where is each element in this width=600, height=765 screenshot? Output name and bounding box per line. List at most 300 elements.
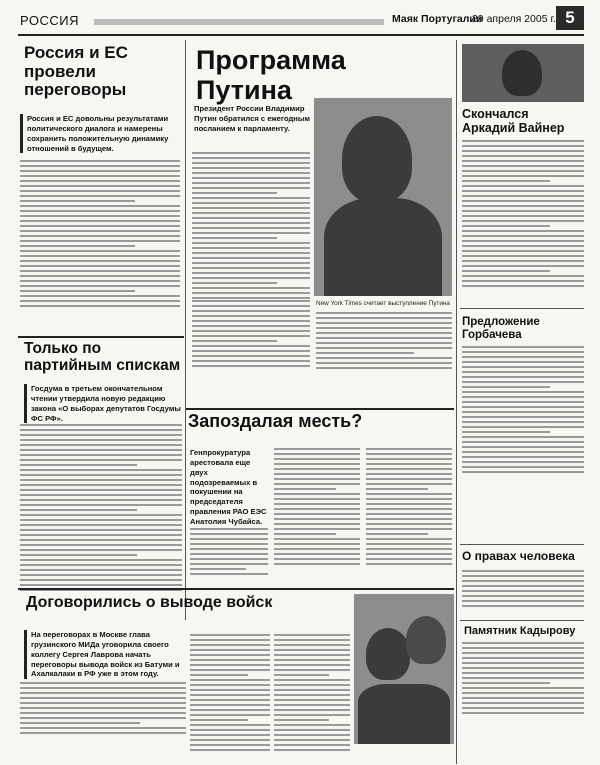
body-text-line — [462, 677, 584, 679]
body-text-line — [462, 215, 584, 217]
body-text-line — [20, 270, 180, 272]
stale-headline: Запоздалая месть? — [188, 411, 363, 431]
body-text-line — [190, 558, 268, 560]
body-text-line — [462, 697, 584, 699]
body-text-line — [190, 664, 270, 666]
body-text-line — [274, 744, 350, 746]
body-text-line — [366, 538, 452, 540]
body-text-line — [462, 250, 584, 252]
body-text-line — [20, 469, 182, 471]
body-text-line — [20, 165, 180, 167]
body-text-line — [192, 157, 310, 159]
body-text-line — [20, 424, 182, 426]
body-text-line — [274, 503, 360, 505]
body-text-line — [274, 498, 360, 500]
body-text-line — [316, 352, 414, 354]
body-text-line — [462, 406, 584, 408]
body-text-line — [192, 320, 310, 322]
body-text-line — [192, 335, 310, 337]
body-text-line — [192, 297, 310, 299]
body-text-line — [20, 275, 180, 277]
body-text-line — [274, 704, 350, 706]
body-text-line — [20, 464, 137, 466]
body-text-line — [274, 478, 360, 480]
masthead-rule — [18, 34, 584, 36]
body-text-line — [462, 160, 584, 162]
body-text-line — [366, 558, 452, 560]
body-text-line — [462, 570, 584, 572]
body-text-line — [20, 295, 180, 297]
body-text-line — [316, 332, 452, 334]
body-text-line — [274, 488, 336, 490]
body-text-line — [192, 237, 277, 239]
body-text-line — [190, 689, 270, 691]
body-text-line — [192, 242, 310, 244]
issue-date: 29 апреля 2005 г. — [472, 13, 556, 25]
stale-lede: Генпрокуратура арестовала еще двух подозреваемых в покушении на председателя правления РАО ЕЭС Анатолия Чубайса. — [190, 448, 267, 527]
body-text-line — [190, 699, 270, 701]
body-text-line — [20, 190, 180, 192]
body-text-line — [462, 456, 584, 458]
body-text-line — [192, 247, 310, 249]
body-text-line — [190, 644, 270, 646]
section-rule — [186, 408, 454, 410]
body-text-line — [20, 205, 180, 207]
body-text-line — [274, 468, 360, 470]
body-text-line — [20, 454, 182, 456]
body-text-line — [462, 150, 584, 152]
body-text-line — [316, 357, 452, 359]
body-text-line — [192, 217, 310, 219]
body-text-line — [190, 749, 270, 751]
body-text-line — [462, 401, 584, 403]
section-rule — [460, 620, 584, 621]
body-text-line — [20, 240, 180, 242]
body-text-line — [366, 473, 452, 475]
body-text-line — [366, 448, 452, 450]
party-lists-headline: Только по партийным спискам — [24, 340, 181, 375]
body-text-line — [20, 260, 180, 262]
body-text-line — [274, 664, 350, 666]
party-lists-body — [20, 424, 182, 591]
section-rule — [18, 336, 184, 338]
body-text-line — [20, 509, 137, 511]
body-text-line — [274, 528, 360, 530]
body-text-line — [462, 657, 584, 659]
body-text-line — [190, 739, 270, 741]
body-text-line — [462, 225, 550, 227]
body-text-line — [20, 687, 186, 689]
body-text-line — [20, 504, 182, 506]
body-text-line — [366, 483, 452, 485]
body-text-line — [274, 533, 336, 535]
body-text-line — [190, 694, 270, 696]
body-text-line — [316, 317, 452, 319]
body-text-line — [20, 514, 182, 516]
body-text-line — [462, 205, 584, 207]
body-text-line — [20, 439, 182, 441]
body-text-line — [462, 195, 584, 197]
body-text-line — [190, 553, 268, 555]
body-text-line — [462, 421, 584, 423]
body-text-line — [192, 267, 310, 269]
body-text-line — [190, 568, 246, 570]
body-text-line — [462, 190, 584, 192]
body-text-line — [192, 182, 310, 184]
body-text-line — [190, 724, 270, 726]
vayner-photo — [462, 44, 584, 102]
section-label: РОССИЯ — [20, 13, 80, 28]
kadyrov-headline: Памятник Кадырову — [464, 625, 576, 637]
body-text-line — [316, 327, 452, 329]
body-text-line — [192, 187, 310, 189]
body-text-line — [462, 391, 584, 393]
body-text-line — [192, 172, 310, 174]
body-text-line — [274, 553, 360, 555]
body-text-line — [20, 564, 182, 566]
rights-body — [462, 570, 584, 607]
body-text-line — [190, 533, 268, 535]
body-text-line — [274, 458, 360, 460]
body-text-line — [192, 292, 310, 294]
body-text-line — [20, 697, 186, 699]
body-text-line — [274, 689, 350, 691]
body-text-line — [274, 709, 350, 711]
body-text-line — [462, 461, 584, 463]
body-text-line — [462, 356, 584, 358]
body-text-line — [462, 265, 584, 267]
body-text-line — [20, 300, 180, 302]
body-text-line — [274, 634, 350, 636]
vayner-body — [462, 140, 584, 287]
body-text-line — [462, 580, 584, 582]
body-text-line — [20, 559, 182, 561]
body-text-line — [192, 355, 310, 357]
body-text-line — [20, 569, 182, 571]
body-text-line — [190, 573, 268, 575]
body-text-line — [20, 479, 182, 481]
body-text-line — [366, 453, 452, 455]
body-text-line — [462, 155, 584, 157]
body-text-line — [190, 729, 270, 731]
body-text-line — [192, 350, 310, 352]
body-text-line — [316, 342, 452, 344]
body-text-line — [366, 468, 452, 470]
body-text-line — [274, 548, 360, 550]
body-text-line — [192, 310, 310, 312]
body-text-line — [20, 265, 180, 267]
body-text-line — [462, 376, 584, 378]
body-text-line — [462, 275, 584, 277]
body-text-line — [274, 493, 360, 495]
body-text-line — [192, 207, 310, 209]
newspaper-name: Маяк Португалии — [392, 13, 483, 25]
body-text-line — [462, 285, 584, 287]
body-text-line — [190, 674, 248, 676]
body-text-line — [20, 584, 182, 586]
body-text-line — [462, 381, 584, 383]
body-text-line — [274, 543, 360, 545]
body-text-line — [462, 707, 584, 709]
body-text-line — [274, 508, 360, 510]
masthead-bar — [94, 19, 384, 25]
body-text-line — [462, 230, 584, 232]
body-text-line — [462, 361, 584, 363]
body-text-line — [192, 227, 310, 229]
body-text-line — [20, 549, 182, 551]
body-text-line — [20, 185, 180, 187]
body-text-line — [366, 548, 452, 550]
body-text-line — [274, 729, 350, 731]
body-text-line — [462, 170, 584, 172]
body-text-line — [20, 484, 182, 486]
body-text-line — [190, 543, 268, 545]
body-text-line — [274, 523, 360, 525]
body-text-line — [20, 160, 180, 162]
body-text-line — [190, 684, 270, 686]
body-text-line — [366, 533, 428, 535]
body-text-line — [20, 727, 186, 729]
body-text-line — [462, 595, 584, 597]
body-text-line — [20, 692, 186, 694]
body-text-line — [366, 478, 452, 480]
body-text-line — [462, 260, 584, 262]
body-text-line — [192, 277, 310, 279]
body-text-line — [20, 489, 182, 491]
body-text-line — [274, 724, 350, 726]
body-text-line — [20, 459, 182, 461]
body-text-line — [192, 162, 310, 164]
body-text-line — [274, 684, 350, 686]
body-text-line — [462, 441, 584, 443]
party-lists-lede: Госдума в третьем окончательном чтении утвердила новую редакцию закона «О выборах депутатов Госдумы ФС РФ». — [24, 384, 184, 423]
putin-photo-caption: New York Times считает выступление Путина — [316, 300, 450, 307]
body-text-line — [20, 707, 186, 709]
section-rule — [460, 308, 584, 309]
body-text-line — [366, 463, 452, 465]
body-text-line — [462, 235, 584, 237]
body-text-line — [462, 682, 550, 684]
body-text-line — [366, 458, 452, 460]
body-text-line — [20, 210, 180, 212]
program-body-col1 — [192, 152, 310, 299]
body-text-line — [462, 605, 584, 607]
russia-eu-body — [20, 160, 180, 307]
body-text-line — [274, 669, 350, 671]
troops-body-col3 — [274, 634, 350, 751]
russia-eu-headline: Россия и ЕС провели переговоры — [24, 43, 128, 100]
body-text-line — [462, 451, 584, 453]
rights-headline: О правах человека — [462, 549, 575, 563]
stale-body-col1 — [190, 528, 268, 575]
body-text-line — [274, 453, 360, 455]
body-text-line — [462, 185, 584, 187]
body-text-line — [462, 672, 584, 674]
body-text-line — [274, 518, 360, 520]
gorbachev-body — [462, 346, 584, 473]
body-text-line — [20, 429, 182, 431]
body-text-line — [366, 553, 452, 555]
page-number: 5 — [556, 6, 584, 30]
body-text-line — [462, 585, 584, 587]
body-text-line — [192, 365, 310, 367]
body-text-line — [462, 145, 584, 147]
body-text-line — [366, 518, 452, 520]
body-text-line — [462, 426, 584, 428]
body-text-line — [20, 444, 182, 446]
body-text-line — [192, 192, 277, 194]
program-body-col3 — [316, 312, 452, 369]
body-text-line — [366, 528, 452, 530]
body-text-line — [20, 529, 182, 531]
body-text-line — [462, 642, 584, 644]
body-text-line — [20, 474, 182, 476]
body-text-line — [316, 347, 452, 349]
body-text-line — [462, 245, 584, 247]
body-text-line — [192, 305, 310, 307]
body-text-line — [20, 245, 135, 247]
body-text-line — [462, 466, 584, 468]
body-text-line — [274, 679, 350, 681]
body-text-line — [462, 575, 584, 577]
body-text-line — [20, 702, 186, 704]
body-text-line — [20, 682, 186, 684]
body-text-line — [366, 523, 452, 525]
body-text-line — [462, 210, 584, 212]
body-text-line — [274, 483, 360, 485]
body-text-line — [462, 416, 584, 418]
body-text-line — [462, 647, 584, 649]
body-text-line — [462, 346, 584, 348]
body-text-line — [462, 600, 584, 602]
body-text-line — [20, 554, 137, 556]
body-text-line — [462, 436, 584, 438]
body-text-line — [190, 734, 270, 736]
body-text-line — [190, 538, 268, 540]
body-text-line — [190, 659, 270, 661]
body-text-line — [274, 734, 350, 736]
body-text-line — [190, 709, 270, 711]
body-text-line — [274, 739, 350, 741]
body-text-line — [462, 280, 584, 282]
body-text-line — [190, 649, 270, 651]
body-text-line — [20, 200, 135, 202]
body-text-line — [192, 212, 310, 214]
body-text-line — [192, 262, 310, 264]
kadyrov-body — [462, 642, 584, 714]
body-text-line — [366, 563, 452, 565]
body-text-line — [274, 538, 360, 540]
body-text-line — [192, 232, 310, 234]
body-text-line — [462, 366, 584, 368]
troops-body-col1 — [20, 682, 186, 734]
troops-lede: На переговорах в Москве глава грузинского МИДа уговорила своего коллегу Сергея Лаврова начать переговоры вывода войск из Батуми и Ахалкалаки в РФ уже в этом году. — [24, 630, 186, 679]
body-text-line — [192, 282, 277, 284]
body-text-line — [192, 222, 310, 224]
body-text-line — [190, 548, 268, 550]
body-text-line — [274, 558, 360, 560]
body-text-line — [274, 654, 350, 656]
body-text-line — [192, 340, 277, 342]
body-text-line — [190, 669, 270, 671]
program-headline: Программа Путина — [196, 45, 346, 105]
body-text-line — [274, 644, 350, 646]
body-text-line — [190, 563, 268, 565]
body-text-line — [20, 225, 180, 227]
body-text-line — [20, 732, 186, 734]
body-text-line — [190, 528, 268, 530]
body-text-line — [366, 498, 452, 500]
body-text-line — [316, 337, 452, 339]
body-text-line — [20, 539, 182, 541]
body-text-line — [20, 305, 180, 307]
body-text-line — [274, 749, 350, 751]
body-text-line — [316, 322, 452, 324]
body-text-line — [462, 270, 550, 272]
masthead — [0, 0, 600, 34]
body-text-line — [192, 167, 310, 169]
body-text-line — [192, 272, 310, 274]
body-text-line — [462, 140, 584, 142]
body-text-line — [366, 508, 452, 510]
body-text-line — [20, 180, 180, 182]
body-text-line — [20, 195, 180, 197]
gorbachev-headline: Предложение Горбачева — [462, 316, 540, 341]
body-text-line — [274, 714, 350, 716]
body-text-line — [190, 679, 270, 681]
body-text-line — [192, 287, 310, 289]
body-text-line — [462, 590, 584, 592]
body-text-line — [20, 215, 180, 217]
body-text-line — [274, 563, 360, 565]
body-text-line — [20, 544, 182, 546]
body-text-line — [462, 712, 584, 714]
section-rule — [18, 588, 454, 590]
body-text-line — [20, 280, 180, 282]
body-text-line — [20, 250, 180, 252]
body-text-line — [462, 471, 584, 473]
body-text-line — [192, 315, 310, 317]
body-text-line — [192, 300, 310, 302]
body-text-line — [190, 719, 248, 721]
program-lede: Президент России Владимир Путин обратился с ежегодным посланием к парламенту. — [194, 104, 310, 133]
body-text-line — [462, 652, 584, 654]
column-divider — [456, 40, 457, 764]
body-text-line — [366, 543, 452, 545]
body-text-line — [190, 744, 270, 746]
body-text-line — [274, 674, 329, 676]
stale-body-col2 — [274, 448, 360, 565]
body-text-line — [274, 448, 360, 450]
body-text-line — [274, 513, 360, 515]
body-text-line — [316, 312, 452, 314]
body-text-line — [20, 579, 182, 581]
body-text-line — [190, 654, 270, 656]
body-text-line — [20, 712, 186, 714]
body-text-line — [274, 639, 350, 641]
body-text-line — [316, 362, 452, 364]
body-text-line — [20, 434, 182, 436]
body-text-line — [462, 255, 584, 257]
russia-eu-lede: Россия и ЕС довольны результатами политического диалога и намерены сохранить положительную динамику отношений в будущем. — [20, 114, 178, 153]
body-text-line — [462, 662, 584, 664]
body-text-line — [462, 200, 584, 202]
program-body-col2 — [192, 300, 310, 367]
body-text-line — [20, 290, 135, 292]
body-text-line — [366, 488, 428, 490]
body-text-line — [190, 639, 270, 641]
body-text-line — [366, 503, 452, 505]
